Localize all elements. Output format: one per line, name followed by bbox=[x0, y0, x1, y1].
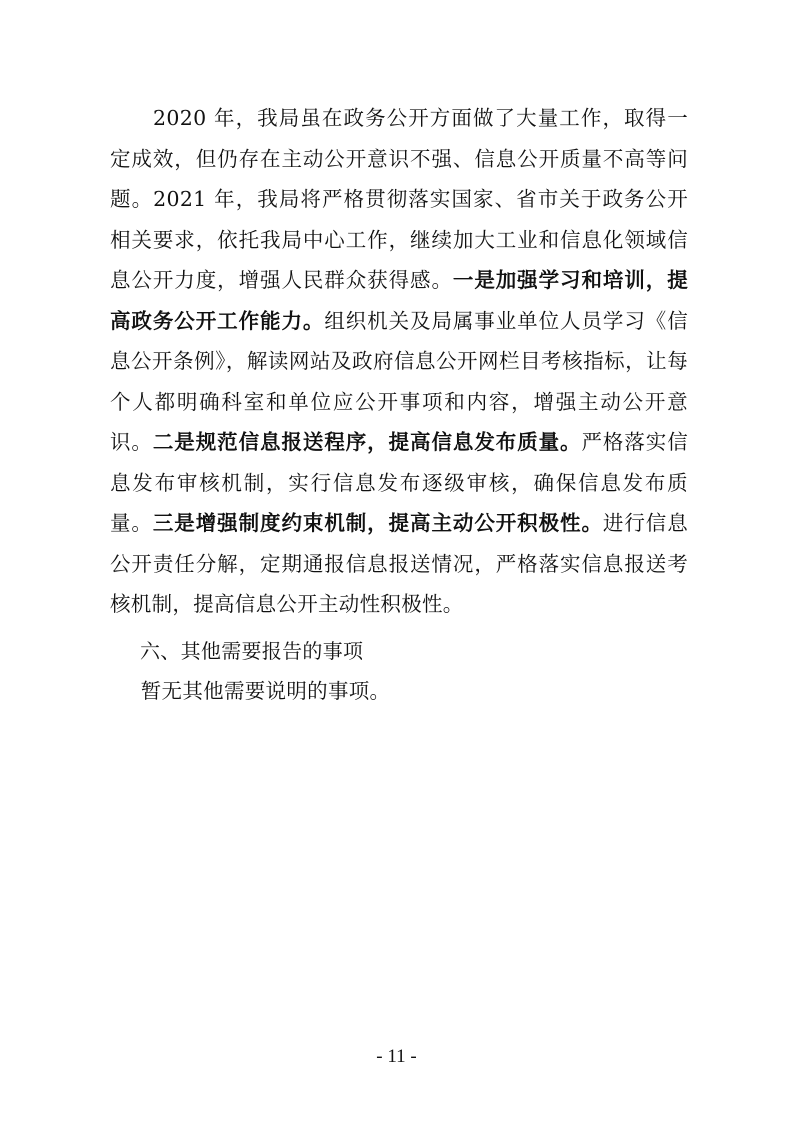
section-body: 暂无其他需要说明的事项。 bbox=[140, 679, 391, 703]
paragraph-text: 组织机关及局属事业单位人员学习《信息公开条例》，解读网站及政府信息公开网栏目考核指标，让每个人都明确科室和单位应公开事项和内容，增强主动公开意识。 bbox=[110, 308, 688, 454]
point-one-bold: 一是加强学习和培训，提高政务公开工作能力。 bbox=[110, 268, 688, 333]
point-two-bold: 二是规范信息报送程序，提高信息发布质量。 bbox=[152, 430, 582, 454]
document-body bbox=[110, 98, 688, 712]
point-three-bold: 三是增强制度约束机制，提高主动公开积极性。 bbox=[152, 511, 603, 535]
paragraph-text: 进行信息公开责任分解，定期通报信息报送情况，严格落实信息报送考核机制，提高信息公开主动性积极性。 bbox=[110, 511, 688, 616]
paragraph-improvement-plan bbox=[110, 98, 688, 625]
page-number: - 11 - bbox=[376, 1046, 417, 1067]
paragraph-text: 2020 年，我局虽在政务公开方面做了大量工作，取得一定成效，但仍存在主动公开意识不强、信息公开质量不高等问题。2021 年，我局将严格贯彻落实国家、省市关于政务公开相关要求，依托我局中心工作，继续加大工业和信息化领域信息公开力度，增强人民群众获得感。 bbox=[110, 106, 688, 292]
section-heading: 六、其他需要报告的事项 bbox=[140, 638, 364, 663]
paragraph-text: 严格落实信息发布审核机制，实行信息发布逐级审核，确保信息发布质量。 bbox=[110, 430, 689, 535]
